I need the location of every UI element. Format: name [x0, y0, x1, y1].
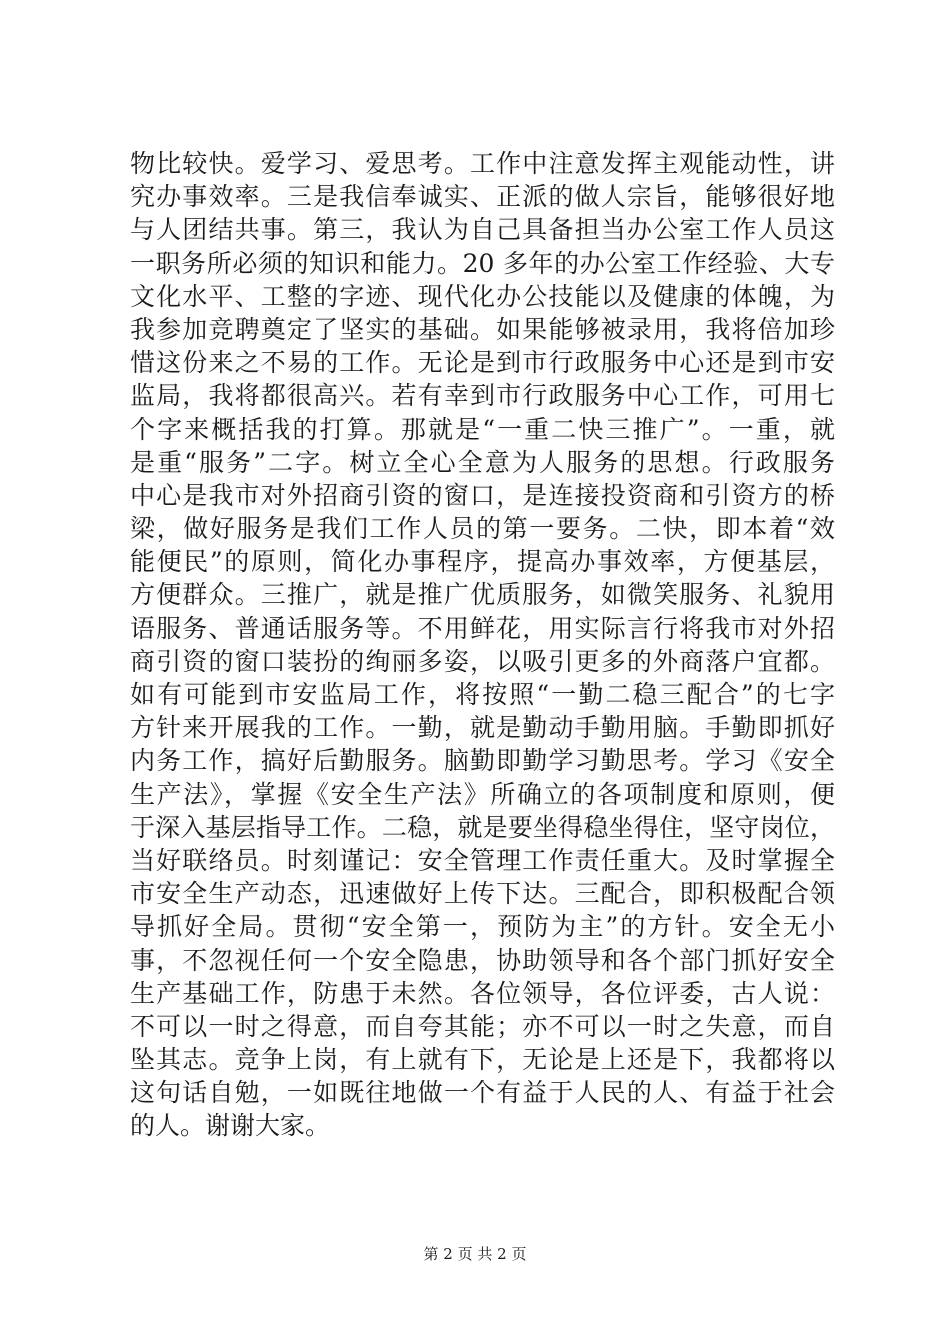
text-line: 事，不忽视任何一个安全隐患，协助领导和各个部门抓好安全: [130, 945, 835, 975]
text-line: 语服务、普通话服务等。不用鲜花，用实际言行将我市对外招: [130, 613, 835, 643]
text-line: 是重“服务”二字。树立全心全意为人服务的思想。行政服务: [130, 447, 835, 477]
text-line: 一职务所必须的知识和能力。20 多年的办公室工作经验、大专: [130, 248, 835, 278]
text-line: 能便民”的原则，简化办事程序，提高办事效率，方便基层，: [130, 547, 835, 577]
text-line: 当好联络员。时刻谨记：安全管理工作责任重大。及时掌握全: [130, 845, 835, 875]
text-line: 方便群众。三推广，就是推广优质服务，如微笑服务、礼貌用: [130, 580, 835, 610]
text-line: 内务工作，搞好后勤服务。脑勤即勤学习勤思考。学习《安全: [130, 746, 835, 776]
text-line: 中心是我市对外招商引资的窗口，是连接投资商和引资方的桥: [130, 480, 835, 510]
text-line: 市安全生产动态，迅速做好上传下达。三配合，即积极配合领: [130, 879, 835, 909]
text-line: 生产基础工作，防患于未然。各位领导，各位评委，古人说：: [130, 978, 835, 1008]
text-line: 导抓好全局。贯彻“安全第一，预防为主”的方针。安全无小: [130, 912, 835, 942]
text-line: 坠其志。竞争上岗，有上就有下，无论是上还是下，我都将以: [130, 1045, 835, 1075]
text-line: 这句话自勉，一如既往地做一个有益于人民的人、有益于社会: [130, 1078, 835, 1108]
text-line: 究办事效率。三是我信奉诚实、正派的做人宗旨，能够很好地: [130, 182, 835, 212]
text-line: 于深入基层指导工作。二稳，就是要坐得稳坐得住，坚守岗位，: [130, 812, 835, 842]
text-line: 文化水平、工整的字迹、现代化办公技能以及健康的体魄，为: [130, 281, 835, 311]
text-line: 如有可能到市安监局工作，将按照“一勤二稳三配合”的七字: [130, 680, 835, 709]
text-line: 监局，我将都很高兴。若有幸到市行政服务中心工作，可用七: [130, 381, 835, 411]
text-line: 梁，做好服务是我们工作人员的第一要务。二快，即本着“效: [130, 514, 835, 544]
text-line: 不可以一时之得意，而自夸其能；亦不可以一时之失意，而自: [130, 1011, 835, 1041]
text-line: 的人。谢谢大家。: [130, 1111, 331, 1141]
text-line: 商引资的窗口装扮的绚丽多姿，以吸引更多的外商落户宜都。: [130, 646, 835, 676]
body-text: [130, 147, 835, 1143]
text-line: 个字来概括我的打算。那就是“一重二快三推广”。一重，就: [130, 414, 835, 444]
text-line: 生产法》，掌握《安全生产法》所确立的各项制度和原则，便: [130, 779, 835, 809]
text-line: 我参加竞聘奠定了坚实的基础。如果能够被录用，我将倍加珍: [130, 314, 835, 344]
text-line: 物比较快。爱学习、爱思考。工作中注意发挥主观能动性，讲: [130, 149, 835, 178]
text-line: 方针来开展我的工作。一勤，就是勤动手勤用脑。手勤即抓好: [130, 713, 835, 743]
text-line: 惜这份来之不易的工作。无论是到市行政服务中心还是到市安: [130, 348, 835, 378]
text-line: 与人团结共事。第三，我认为自己具备担当办公室工作人员这: [130, 215, 835, 245]
page-number-footer: 第 2 页 共 2 页: [423, 1245, 527, 1263]
